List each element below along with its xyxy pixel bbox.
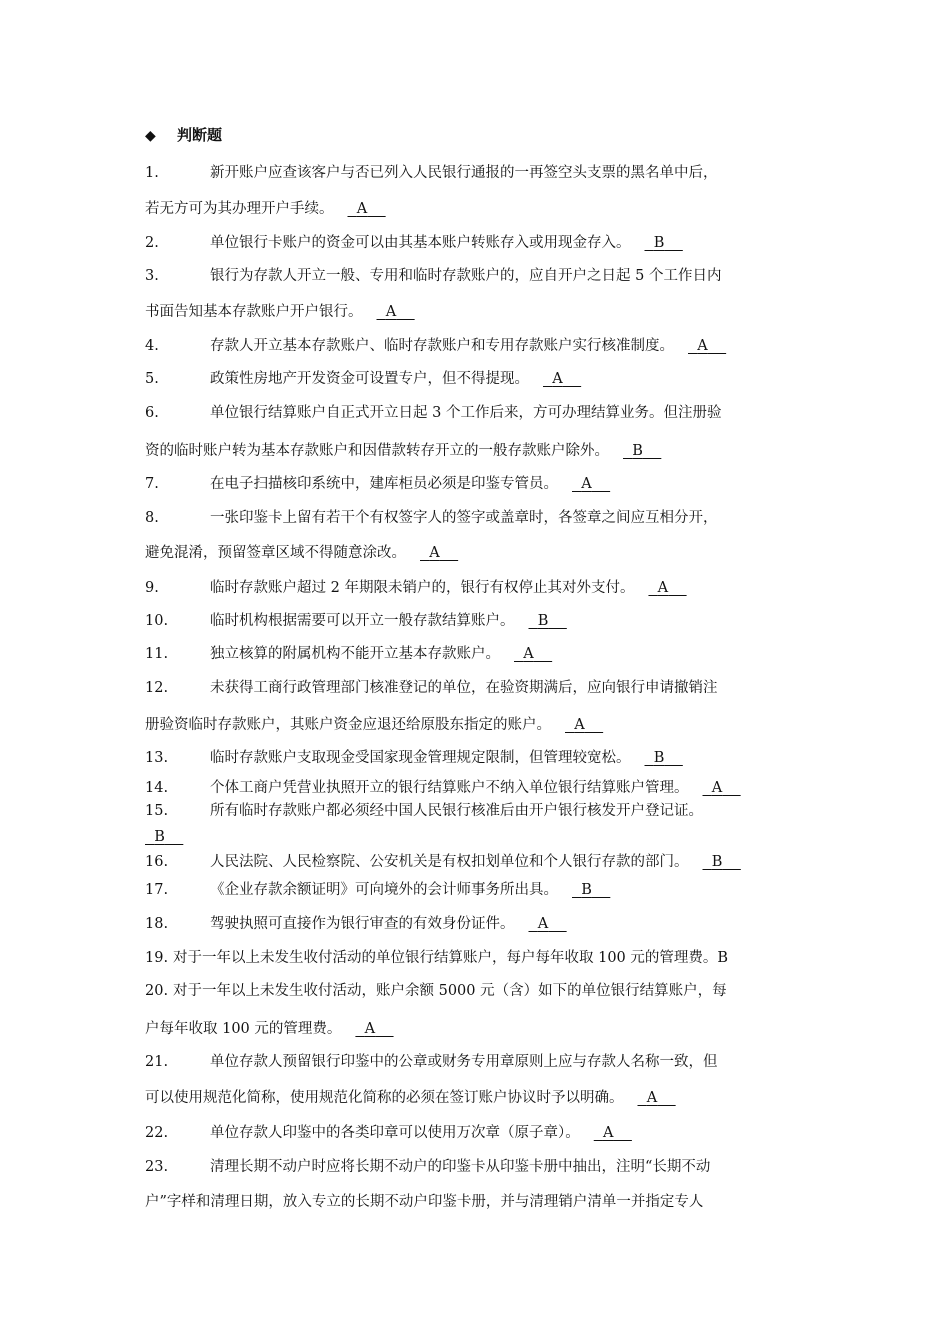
question-number: 23. — [145, 1159, 169, 1175]
question-line — [145, 748, 683, 768]
question-text: 《企业存款余额证明》可向境外的会计师事务所出具。 — [210, 882, 558, 898]
answer-letter: A — [364, 1021, 376, 1037]
question-number: 11. — [145, 646, 169, 662]
answer-letter: B — [581, 882, 592, 898]
question-number: 13. — [145, 750, 169, 766]
answer-blank — [420, 543, 458, 563]
question-line — [145, 914, 567, 934]
question-line — [145, 1157, 710, 1177]
question-number: 7. — [145, 476, 159, 492]
question-line — [145, 981, 727, 1001]
question-number: 16. — [145, 854, 169, 870]
question-line — [145, 778, 741, 798]
question-continuation-line — [145, 827, 183, 847]
question-line — [145, 1123, 632, 1143]
question-line — [145, 948, 728, 968]
question-text: 资的临时账户转为基本存款账户和因借款转存开立的一般存款账户除外。 — [145, 443, 609, 459]
question-number: 22. — [145, 1125, 169, 1141]
question-number: 1. — [145, 165, 159, 181]
question-line — [145, 266, 721, 286]
question-number: 14. — [145, 780, 169, 796]
question-line — [145, 644, 552, 664]
question-number: 15. — [145, 803, 169, 819]
question-line — [145, 801, 703, 821]
question-text: 人民法院、人民检察院、公安机关是有权扣划单位和个人银行存款的部门。 — [210, 854, 689, 870]
question-text: 若无方可为其办理开户手续。 — [145, 201, 334, 217]
question-text: 可以使用规范化简称，使用规范化简称的必须在签订账户协议时予以明确。 — [145, 1090, 624, 1106]
question-text: 临时机构根据需要可以开立一般存款结算账户。 — [210, 613, 515, 629]
question-text: 新开账户应查该客户与否已列入人民银行通报的一再签空头支票的黑名单中后， — [210, 165, 718, 181]
question-text: 户”字样和清理日期，放入专立的长期不动户印鉴卡册，并与清理销户清单一并指定专人 — [145, 1194, 704, 1210]
answer-letter: A — [646, 1090, 658, 1106]
answer-blank — [703, 778, 741, 798]
answer-letter: B — [537, 613, 549, 629]
question-number: 3. — [145, 268, 159, 284]
question-number: 5. — [145, 371, 159, 387]
answer-blank — [648, 578, 686, 598]
question-text: 独立核算的附属机构不能开立基本存款账户。 — [210, 646, 500, 662]
question-number: 12. — [145, 680, 169, 696]
question-text: 政策性房地产开发资金可设置专户，但不得提现。 — [210, 371, 529, 387]
question-text: 单位存款人预留银行印鉴中的公章或财务专用章原则上应与存款人名称一致，但 — [210, 1054, 718, 1070]
answer-blank — [145, 827, 183, 847]
answer-blank — [623, 441, 661, 461]
question-text: 临时存款账户支取现金受国家现金管理规定限制，但管理较宽松。 — [210, 750, 631, 766]
question-line — [145, 336, 726, 356]
question-continuation-line — [145, 543, 458, 563]
question-text: 单位存款人印鉴中的各类印章可以使用万次章（原子章）。 — [210, 1125, 580, 1141]
question-text: 在电子扫描核印系统中，建库柜员必须是印鉴专管员。 — [210, 476, 558, 492]
answer-letter: B — [653, 750, 665, 766]
answer-blank — [565, 715, 603, 735]
question-line — [145, 1052, 718, 1072]
answer-blank — [355, 1019, 393, 1039]
answer-blank — [543, 369, 581, 389]
question-text: 单位银行结算账户自正式开立日起 3 个工作后来，方可办理结算业务。但注册验 — [210, 405, 722, 421]
question-line — [145, 233, 683, 253]
question-text: 临时存款账户超过 2 年期限未销户的，银行有权停止其对外支付。 — [210, 580, 635, 596]
diamond-bullet-icon: ◆ — [145, 128, 156, 144]
question-continuation-line — [145, 1088, 676, 1108]
question-text: 册验资临时存款账户，其账户资金应退还给原股东指定的账户。 — [145, 717, 551, 733]
question-line — [145, 678, 718, 698]
answer-blank — [703, 852, 741, 872]
answer-letter: A — [429, 545, 440, 561]
answer-blank — [529, 611, 567, 631]
question-text: 个体工商户凭营业执照开立的银行结算账户不纳入单位银行结算账户管理。 — [210, 780, 689, 796]
answer-blank — [688, 336, 726, 356]
question-text: 书面告知基本存款账户开户银行。 — [145, 304, 363, 320]
question-number: 6. — [145, 405, 159, 421]
question-line — [145, 403, 721, 423]
question-text: 未获得工商行政管理部门核准登记的单位，在验资期满后，应向银行申请撤销注 — [210, 680, 718, 696]
answer-blank — [594, 1123, 632, 1143]
answer-blank — [572, 474, 610, 494]
question-number: 21. — [145, 1054, 169, 1070]
question-text: 单位银行卡账户的资金可以由其基本账户转账存入或用现金存入。 — [210, 235, 631, 251]
question-text: 清理长期不动户时应将长期不动户的印鉴卡从印鉴卡册中抽出，注明“长期不动 — [210, 1159, 711, 1175]
answer-letter: A — [356, 201, 368, 217]
question-number: 17. — [145, 882, 169, 898]
answer-letter: A — [711, 780, 723, 796]
answer-blank — [572, 880, 610, 900]
question-continuation-line — [145, 441, 661, 461]
question-line — [145, 369, 581, 389]
answer-letter: B — [632, 443, 643, 459]
question-text: 驾驶执照可直接作为银行审查的有效身份证件。 — [210, 916, 515, 932]
question-text: 对于一年以上未发生收付活动，账户余额 5000 元（含）如下的单位银行结算账户，每 — [173, 983, 727, 999]
answer-letter: A — [657, 580, 669, 596]
answer-letter: A — [552, 371, 563, 387]
question-continuation-line — [145, 199, 386, 219]
section-heading — [145, 124, 222, 145]
answer-blank — [514, 644, 552, 664]
question-line — [145, 852, 741, 872]
question-number: 8. — [145, 510, 159, 526]
question-line — [145, 474, 610, 494]
question-line — [145, 163, 718, 183]
question-continuation-line — [145, 715, 603, 735]
answer-blank — [645, 233, 683, 253]
question-number: 10. — [145, 613, 169, 629]
question-number: 4. — [145, 338, 159, 354]
answer-letter: A — [581, 476, 592, 492]
question-text: 户每年收取 100 元的管理费。 — [145, 1021, 342, 1037]
question-line — [145, 611, 567, 631]
question-line — [145, 880, 610, 900]
answer-letter: A — [602, 1125, 614, 1141]
question-continuation-line — [145, 1019, 394, 1039]
question-text: 对于一年以上未发生收付活动的单位银行结算账户，每户每年收取 100 元的管理费。B — [173, 950, 729, 966]
question-text: 存款人开立基本存款账户、临时存款账户和专用存款账户实行核准制度。 — [210, 338, 674, 354]
question-continuation-line — [145, 302, 415, 322]
section-heading-text: 判断题 — [177, 126, 223, 144]
question-text: 一张印鉴卡上留有若干个有权签字人的签字或盖章时，各签章之间应互相分开， — [210, 510, 718, 526]
answer-letter: A — [697, 338, 708, 354]
answer-blank — [529, 914, 567, 934]
question-number: 18. — [145, 916, 169, 932]
answer-letter: B — [653, 235, 665, 251]
answer-letter: A — [537, 916, 549, 932]
answer-letter: A — [385, 304, 397, 320]
answer-blank — [645, 748, 683, 768]
question-line — [145, 508, 718, 528]
question-text: 银行为存款人开立一般、专用和临时存款账户的，应自开户之日起 5 个工作日内 — [210, 268, 722, 284]
question-number: 9. — [145, 580, 159, 596]
question-number: 20. — [145, 983, 169, 999]
answer-letter: A — [523, 646, 534, 662]
question-line — [145, 578, 687, 598]
answer-blank — [348, 199, 386, 219]
answer-blank — [377, 302, 415, 322]
question-text: 避免混淆，预留签章区域不得随意涂改。 — [145, 545, 406, 561]
question-number: 19. — [145, 950, 169, 966]
question-continuation-line — [145, 1192, 703, 1212]
question-text: 所有临时存款账户都必须经中国人民银行核准后由开户银行核发开户登记证。 — [210, 803, 703, 819]
question-number: 2. — [145, 235, 159, 251]
answer-letter: B — [154, 829, 165, 845]
answer-letter: A — [574, 717, 585, 733]
answer-blank — [638, 1088, 676, 1108]
answer-letter: B — [711, 854, 723, 870]
